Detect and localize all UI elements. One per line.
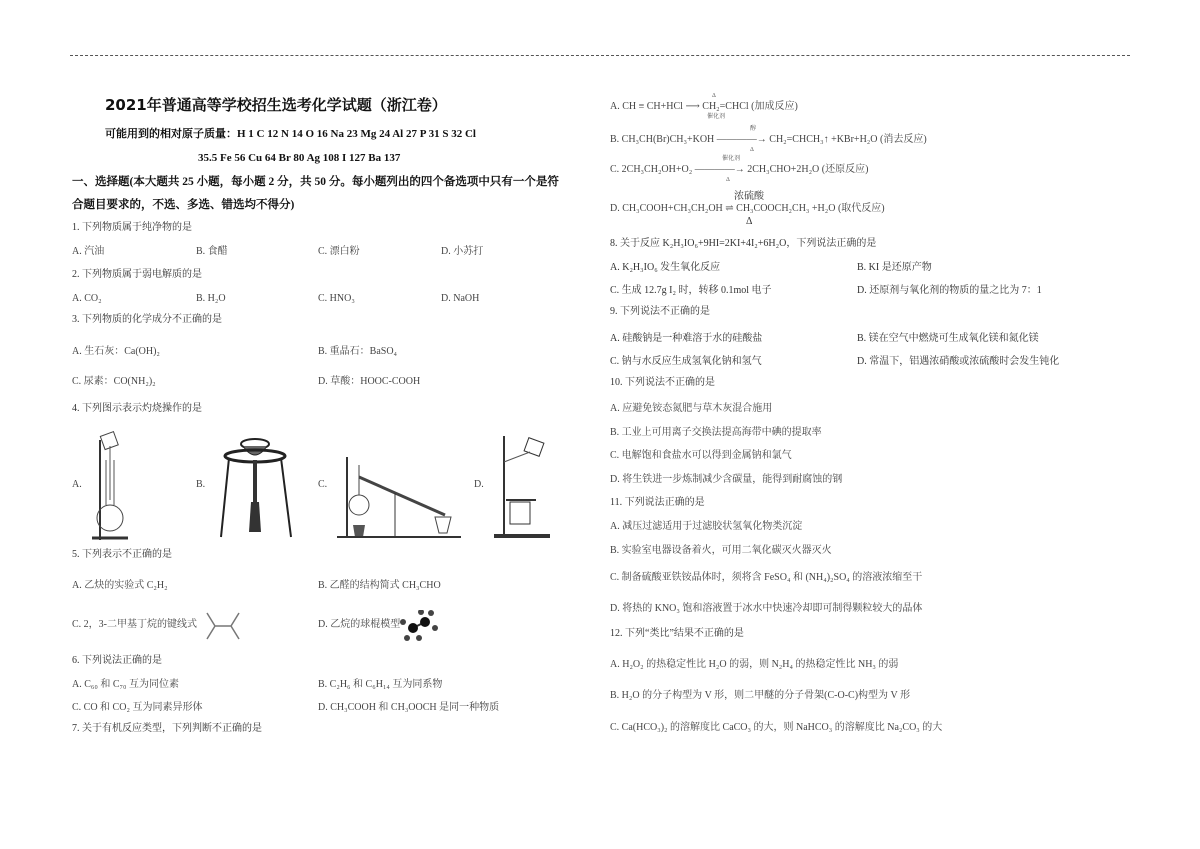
option-q12-c: C. Ca(HCO₃)₂ 的溶解度比 CaCO₃ 的大，则 NaHCO₃ 的溶解度比 Na₂CO₃ 的大 <box>610 722 943 733</box>
option-q8-d: D. 还原剂与氧化剂的物质的量之比为 7：1 <box>857 285 1042 296</box>
arrow-condition-top: Δ <box>712 93 716 99</box>
figure-4b-crucible-heating <box>215 432 300 542</box>
figure-4c-distillation <box>335 455 465 540</box>
option-q7-a: A. CH ≡ CH+HCl ⟶ CH₂=CHCl (加成反应) <box>610 101 798 112</box>
option-q7-d: D. CH₃COOH+CH₃CH₂OH ⇌ CH₃COOCH₂CH₃ +H₂O (取代反应) <box>610 203 885 214</box>
option-q4-b: B. <box>196 479 206 490</box>
question-q8: 8. 关于反应 K₂H₃IO₆+9HI=2KI+4I₂+6H₂O，下列说法正确的是 <box>610 238 877 249</box>
option-q9-a: A. 硅酸钠是一种难溶于水的硅酸盐 <box>610 333 763 344</box>
option-q5-a: A. 乙炔的实验式 C₂H₂ <box>72 580 168 591</box>
option-q9-c: C. 钠与水反应生成氢氧化钠和氢气 <box>610 356 762 367</box>
arrow-condition-top: 醇 <box>750 126 757 132</box>
option-q10-a: A. 应避免铵态氮肥与草木灰混合施用 <box>610 403 773 414</box>
atomic-masses: 可能用到的相对原子质量：H 1 C 12 N 14 O 16 Na 23 Mg 24 Al 27 P 31 S 32 Cl <box>105 128 476 140</box>
option-q5-b: B. 乙醛的结构简式 CH₃CHO <box>318 580 441 591</box>
option-q4-d: D. <box>474 479 484 490</box>
option-q2-d: D. NaOH <box>441 293 480 304</box>
option-q6-c: C. CO 和 CO₂ 互为同素异形体 <box>72 702 203 713</box>
option-q4-a: A. <box>72 479 82 490</box>
arrow-condition-top: 浓硫酸 <box>734 191 764 202</box>
option-q3-d: D. 草酸：HOOC-COOH <box>318 376 421 387</box>
option-q8-a: A. K₂H₃IO₆ 发生氧化反应 <box>610 262 721 273</box>
ball-and-stick-model <box>399 610 439 642</box>
arrow-condition-bottom: Δ <box>750 147 754 153</box>
bond-line-structure <box>205 611 241 641</box>
option-q2-c: C. HNO₃ <box>318 293 355 304</box>
question-q1: 1. 下列物质属于纯净物的是 <box>72 222 192 233</box>
option-q11-d: D. 将热的 KNO₃ 饱和溶液置于冰水中快速冷却即可制得颗粒较大的晶体 <box>610 603 923 614</box>
option-q2-a: A. CO₂ <box>72 293 102 304</box>
option-q10-c: C. 电解饱和食盐水可以得到金属钠和氯气 <box>610 450 792 461</box>
question-q3: 3. 下列物质的化学成分不正确的是 <box>72 314 222 325</box>
option-q6-a: A. C₆₀ 和 C₇₀ 互为同位素 <box>72 679 180 690</box>
arrow-condition-bottom: 催化剂 <box>707 114 726 120</box>
option-q1-b: B. 食醋 <box>196 246 228 257</box>
section-heading-cont: 合题目要求的，不选、多选、错选均不得分) <box>72 199 295 211</box>
option-q11-c: C. 制备硫酸亚铁铵晶体时，须将含 FeSO₄ 和 (NH₄)₂SO₄ 的溶液浓缩至干 <box>610 572 923 583</box>
question-q4: 4. 下列图示表示灼烧操作的是 <box>72 403 202 414</box>
option-q1-a: A. 汽油 <box>72 246 105 257</box>
option-q10-b: B. 工业上可用离子交换法提高海带中碘的提取率 <box>610 427 822 438</box>
option-q11-b: B. 实验室电器设备着火，可用二氧化碳灭火器灭火 <box>610 545 832 556</box>
option-q3-a: A. 生石灰：Ca(OH)₂ <box>72 346 160 357</box>
figure-4d-evaporation <box>490 432 560 542</box>
question-q2: 2. 下列物质属于弱电解质的是 <box>72 269 202 280</box>
option-q10-d: D. 将生铁进一步炼制减少含碳量，能得到耐腐蚀的钢 <box>610 474 843 485</box>
option-q9-d: D. 常温下，铝遇浓硝酸或浓硫酸时会发生钝化 <box>857 356 1060 367</box>
option-q5-d: D. 乙烷的球棍模型 <box>318 619 401 630</box>
figure-4a-volumetric-flask <box>88 430 138 542</box>
option-q4-c: C. <box>318 479 328 490</box>
option-q3-b: B. 重晶石：BaSO₄ <box>318 346 398 357</box>
option-q8-b: B. KI 是还原产物 <box>857 262 932 273</box>
arrow-condition-bottom: Δ <box>726 177 730 183</box>
option-q6-d: D. CH₃COOH 和 CH₃OOCH 是同一种物质 <box>318 702 500 713</box>
option-q7-b: B. CH₃CH(Br)CH₃+KOH ————→ CH₂=CHCH₃↑ +KBr+H₂O (消去反应) <box>610 134 927 145</box>
option-q3-c: C. 尿素：CO(NH₂)₂ <box>72 376 156 387</box>
option-q9-b: B. 镁在空气中燃烧可生成氧化镁和氮化镁 <box>857 333 1039 344</box>
arrow-condition-bottom: Δ <box>746 216 753 227</box>
option-q12-a: A. H₂O₂ 的热稳定性比 H₂O 的弱，则 N₂H₄ 的热稳定性比 NH₃ 的弱 <box>610 659 899 670</box>
question-q9: 9. 下列说法不正确的是 <box>610 306 710 317</box>
question-q11: 11. 下列说法正确的是 <box>610 497 705 508</box>
option-q11-a: A. 减压过滤适用于过滤胶状氢氧化物类沉淀 <box>610 521 803 532</box>
section-heading: 一、选择题(本大题共 25 小题，每小题 2 分，共 50 分。每小题列出的四个备选项中只有一个是符 <box>72 176 559 188</box>
atomic-masses-cont: 35.5 Fe 56 Cu 64 Br 80 Ag 108 I 127 Ba 137 <box>198 152 401 164</box>
option-q1-c: C. 漂白粉 <box>318 246 360 257</box>
question-q12: 12. 下列“类比”结果不正确的是 <box>610 628 744 639</box>
option-q12-b: B. H₂O 的分子构型为 V 形，则二甲醚的分子骨架(C-O-C)构型为 V 形 <box>610 690 911 701</box>
option-q8-c: C. 生成 12.7g I₂ 时，转移 0.1mol 电子 <box>610 285 772 296</box>
option-q6-b: B. C₂H₆ 和 C₆H₁₄ 互为同系物 <box>318 679 443 690</box>
option-q1-d: D. 小苏打 <box>441 246 484 257</box>
arrow-condition-top: 催化剂 <box>722 156 741 162</box>
exam-title: 2021年普通高等学校招生选考化学试题（浙江卷） <box>105 96 447 114</box>
option-q2-b: B. H₂O <box>196 293 226 304</box>
question-q6: 6. 下列说法正确的是 <box>72 655 162 666</box>
header-divider <box>70 55 1130 56</box>
option-q7-c: C. 2CH₃CH₂OH+O₂ ————→ 2CH₃CHO+2H₂O (还原反应) <box>610 164 869 175</box>
question-q7: 7. 关于有机反应类型，下列判断不正确的是 <box>72 723 262 734</box>
option-q5-c: C. 2，3-二甲基丁烷的键线式 <box>72 619 197 630</box>
question-q10: 10. 下列说法不正确的是 <box>610 377 715 388</box>
question-q5: 5. 下列表示不正确的是 <box>72 549 172 560</box>
